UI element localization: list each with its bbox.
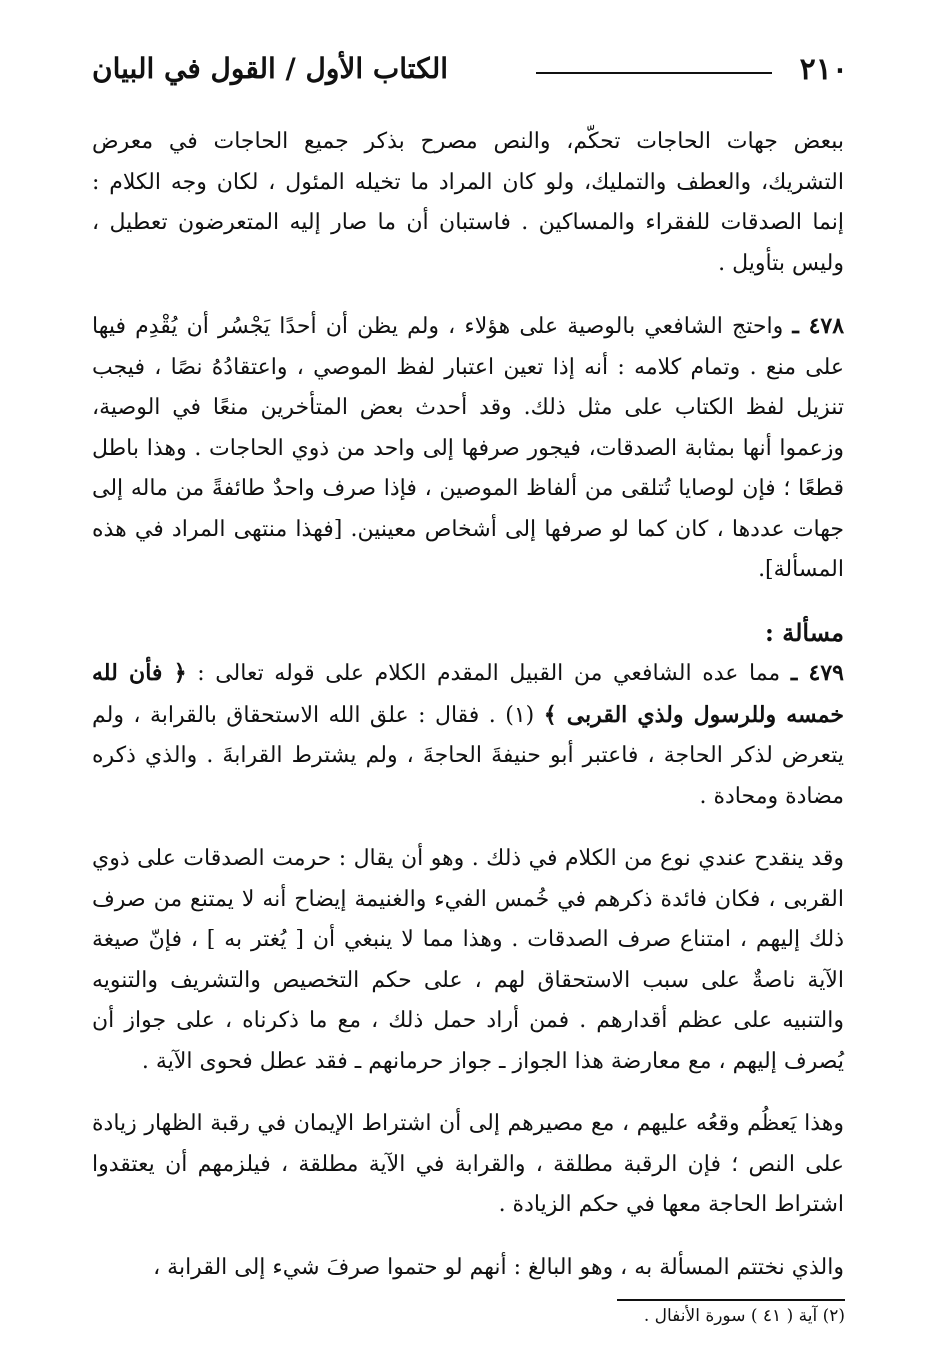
main-text (92, 122, 844, 1288)
section-heading: مسألة : (765, 617, 844, 647)
paragraph-5: وهذا يَعظُم وقعُه عليهم ، مع مصيرهم إلى أن اشتراط الإيمان في رقبة الظهار زيادة على النص ؛ فإن الرقبة مطلقة ، والقرابة في الآية مطلقة ، فيلزمهم أن يعتقدوا اشتراط الحاجة معها في حكم الزيادة . (92, 1111, 844, 1217)
paragraph-479-text-a: مما عده الشافعي من القبيل المقدم الكلام على قوله تعالى : (186, 661, 791, 686)
section-number-478: ٤٧٨ ـ (792, 313, 845, 339)
footnote-ref: (١) (495, 702, 544, 728)
paragraph-479 (92, 653, 844, 817)
header-rule (536, 72, 772, 74)
running-title: الكتاب الأول / القول في البيان (92, 52, 449, 85)
paragraph-4: وقد ينقدح عندي نوع من الكلام في ذلك . وهو أن يقال : حرمت الصدقات على ذوي القربى ، فكان فائدة ذكرهم في خُمس الفيء والغنيمة إيضاح أنه لا يمتنع من صرف ذلك إليهم ، امتناع صرف الصدقات . وهذا مما لا ينبغي أن [ يُغتر به ] ، فإنّ صيغة الآية ناصةٌ على سبب الاستحقاق لهم ، على حكم التخصيص والتشريف والتنويه والتنبيه على عظم أقدارهم . فمن أراد حمل ذلك ، مع ما ذكرناه ، على جواز أن يُصرف إليهم ، مع معارضة هذا الجواز ـ جواز حرمانهم ـ فقد عطل فحوى الآية . (92, 846, 844, 1074)
footnote-rule (617, 1299, 845, 1301)
quran-quote: ﴿ فأن لله خمسه وللرسول ولذي القربى ﴾ (92, 660, 844, 728)
paragraph-478 (92, 306, 844, 591)
section-number-479: ٤٧٩ ـ (790, 660, 844, 686)
footnote: (٢) آية ( ٤١ ) سورة الأنفال . (643, 1306, 845, 1326)
page-header (92, 52, 850, 98)
paragraph-6: والذي نختتم المسألة به ، وهو البالغ : أنهم لو حتموا صرفَ شيء إلى القرابة ، (153, 1254, 844, 1280)
paragraph-478-text: واحتج الشافعي بالوصية على هؤلاء ، ولم يظن أن أحدًا يَجْسُر أن يُقْدِم فيها على منع . وتمام كلامه : أنه إذا تعين اعتبار لفظ الموصي ، واعتقادُهُ نصًا ، فيجب تنزيل لفظ الكتاب على مثل ذلك. وقد أحدث بعض المتأخرين منعًا في الوصية، وزعموا أنها بمثابة الصدقات، فيجور صرفها إلى واحد من ذوي الحاجات . وهذا باطل قطعًا ؛ فإن لوصايا تُتلقى من ألفاظ الموصين ، فإذا صرف واحدٌ طائفةً من ماله إلى جهات عددها ، كان كما لو صرفها إلى أشخاص معينين. [فهذا منتهى المراد في هذه المسألة]. (92, 314, 844, 582)
paragraph-1: ببعض جهات الحاجات تحكّم، والنص مصرح بذكر جميع الحاجات في معرض التشريك، والعطف والتمليك، ولو كان المراد ما تخيله المئول ، لكان وجه الكلام : إنما الصدقات للفقراء والمساكين . فاستبان أن ما صار إليه المتعرضون تعطيل ، وليس بتأويل . (92, 129, 844, 276)
page-number: ٢١٠ (799, 52, 848, 87)
paragraph-479-text-b: . فقال : علق الله الاستحقاق بالقرابة ، ولم يتعرض لذكر الحاجة ، فاعتبر أبو حنيفةَ الحاجةَ ، ولم يشترط القرابةَ . والذي ذكره مضادة ومحادة . (92, 702, 844, 809)
